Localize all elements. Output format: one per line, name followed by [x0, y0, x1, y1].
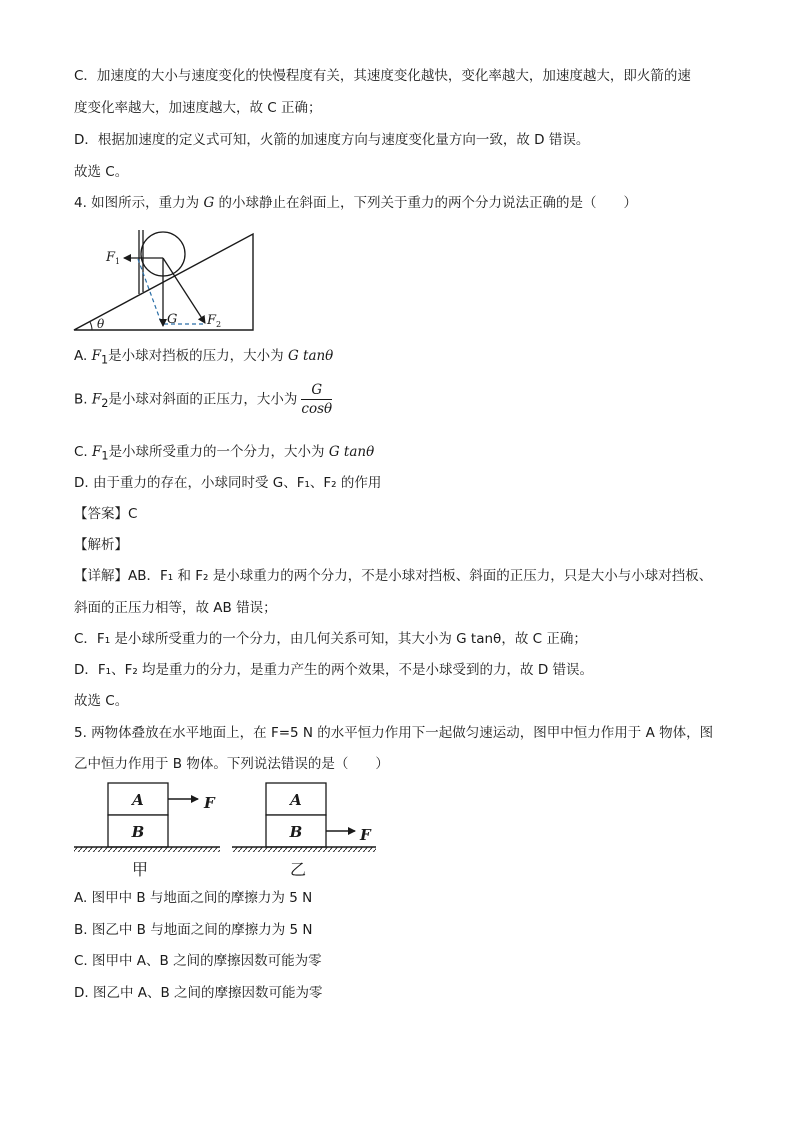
- q4-detail-line1: 【详解】AB．F₁ 和 F₂ 是小球重力的两个分力，不是小球对挡板、斜面的正压力，只是大小与小球对挡板、: [74, 568, 713, 584]
- yi-force-label: F: [360, 826, 371, 844]
- q4-answer: 【答案】C: [74, 506, 138, 522]
- q4-analysis-heading: 【解析】: [74, 537, 128, 553]
- label-g: G: [167, 312, 178, 327]
- jia-caption: 甲: [131, 860, 149, 879]
- q5-stem-line1: 5. 两物体叠放在水平地面上，在 F=5 N 的水平恒力作用下一起做匀速运动，图甲中恒力作用于 A 物体，图: [74, 725, 714, 741]
- dashed-f1-to-g: [138, 259, 161, 322]
- q3-option-c-line2: 度变化率越大，加速度越大，故 C 正确；: [74, 100, 322, 116]
- q4-choice: 故选 C。: [74, 693, 129, 709]
- q4-detail-c: C．F₁ 是小球所受重力的一个分力，由几何关系可知，其大小为 G tanθ，故 C 正确；: [74, 631, 587, 647]
- q4-option-d: D. 由于重力的存在，小球同时受 G、F₁、F₂ 的作用: [74, 475, 382, 491]
- q4-option-c: C. $F_1$是小球所受重力的一个分力，大小为 G tanθ: [74, 444, 375, 463]
- label-theta: θ: [97, 317, 105, 331]
- q5-blocks-figure: [70, 778, 390, 883]
- label-f1: $F_1$: [106, 250, 121, 266]
- q3-choice: 故选 C。: [74, 164, 129, 180]
- q4-incline-figure: [66, 224, 266, 339]
- q4-option-a: A. $F_1$是小球对挡板的压力，大小为 G tanθ: [74, 348, 334, 367]
- label-f2: $F_2$: [207, 313, 222, 329]
- q4-detail-line2: 斜面的正压力相等，故 AB 错误；: [74, 600, 277, 616]
- yi-label-a: A: [290, 791, 302, 809]
- q5-option-b: B. 图乙中 B 与地面之间的摩擦力为 5 N: [74, 922, 313, 938]
- q4-detail-d: D．F₁、F₂ 均是重力的分力，是重力产生的两个效果，不是小球受到的力，故 D 错误。: [74, 662, 594, 678]
- q4-option-b-fraction: $\frac{G}{\cos\theta}$: [301, 382, 333, 417]
- q5-stem-line2: 乙中恒力作用于 B 物体。下列说法错误的是（ ）: [74, 756, 389, 772]
- q4-stem: 4. 如图所示，重力为 G 的小球静止在斜面上，下列关于重力的两个分力说法正确的是（ ）: [74, 195, 638, 211]
- q4-option-b: B. $F_2$是小球对斜面的正压力，大小为 $\frac{G}{\cos\theta}$: [74, 382, 333, 417]
- jia-label-b: B: [131, 823, 145, 841]
- q5-option-c: C. 图甲中 A、B 之间的摩擦因数可能为零: [74, 953, 322, 969]
- yi-caption: 乙: [289, 860, 307, 879]
- yi-label-b: B: [289, 823, 303, 841]
- jia-label-a: A: [132, 791, 144, 809]
- jia-ground-hatch: [74, 847, 220, 852]
- yi-ground-hatch: [232, 847, 376, 852]
- q3-option-d: D．根据加速度的定义式可知，火箭的加速度方向与速度变化量方向一致，故 D 错误。: [74, 132, 590, 148]
- q5-option-d: D. 图乙中 A、B 之间的摩擦因数可能为零: [74, 985, 323, 1001]
- theta-arc: [90, 322, 92, 330]
- jia-force-label: F: [204, 794, 215, 812]
- q3-option-c-line1: C．加速度的大小与速度变化的快慢程度有关，其速度变化越快，变化率越大，加速度越大，即火箭的速: [74, 68, 691, 84]
- q5-option-a: A. 图甲中 B 与地面之间的摩擦力为 5 N: [74, 890, 313, 906]
